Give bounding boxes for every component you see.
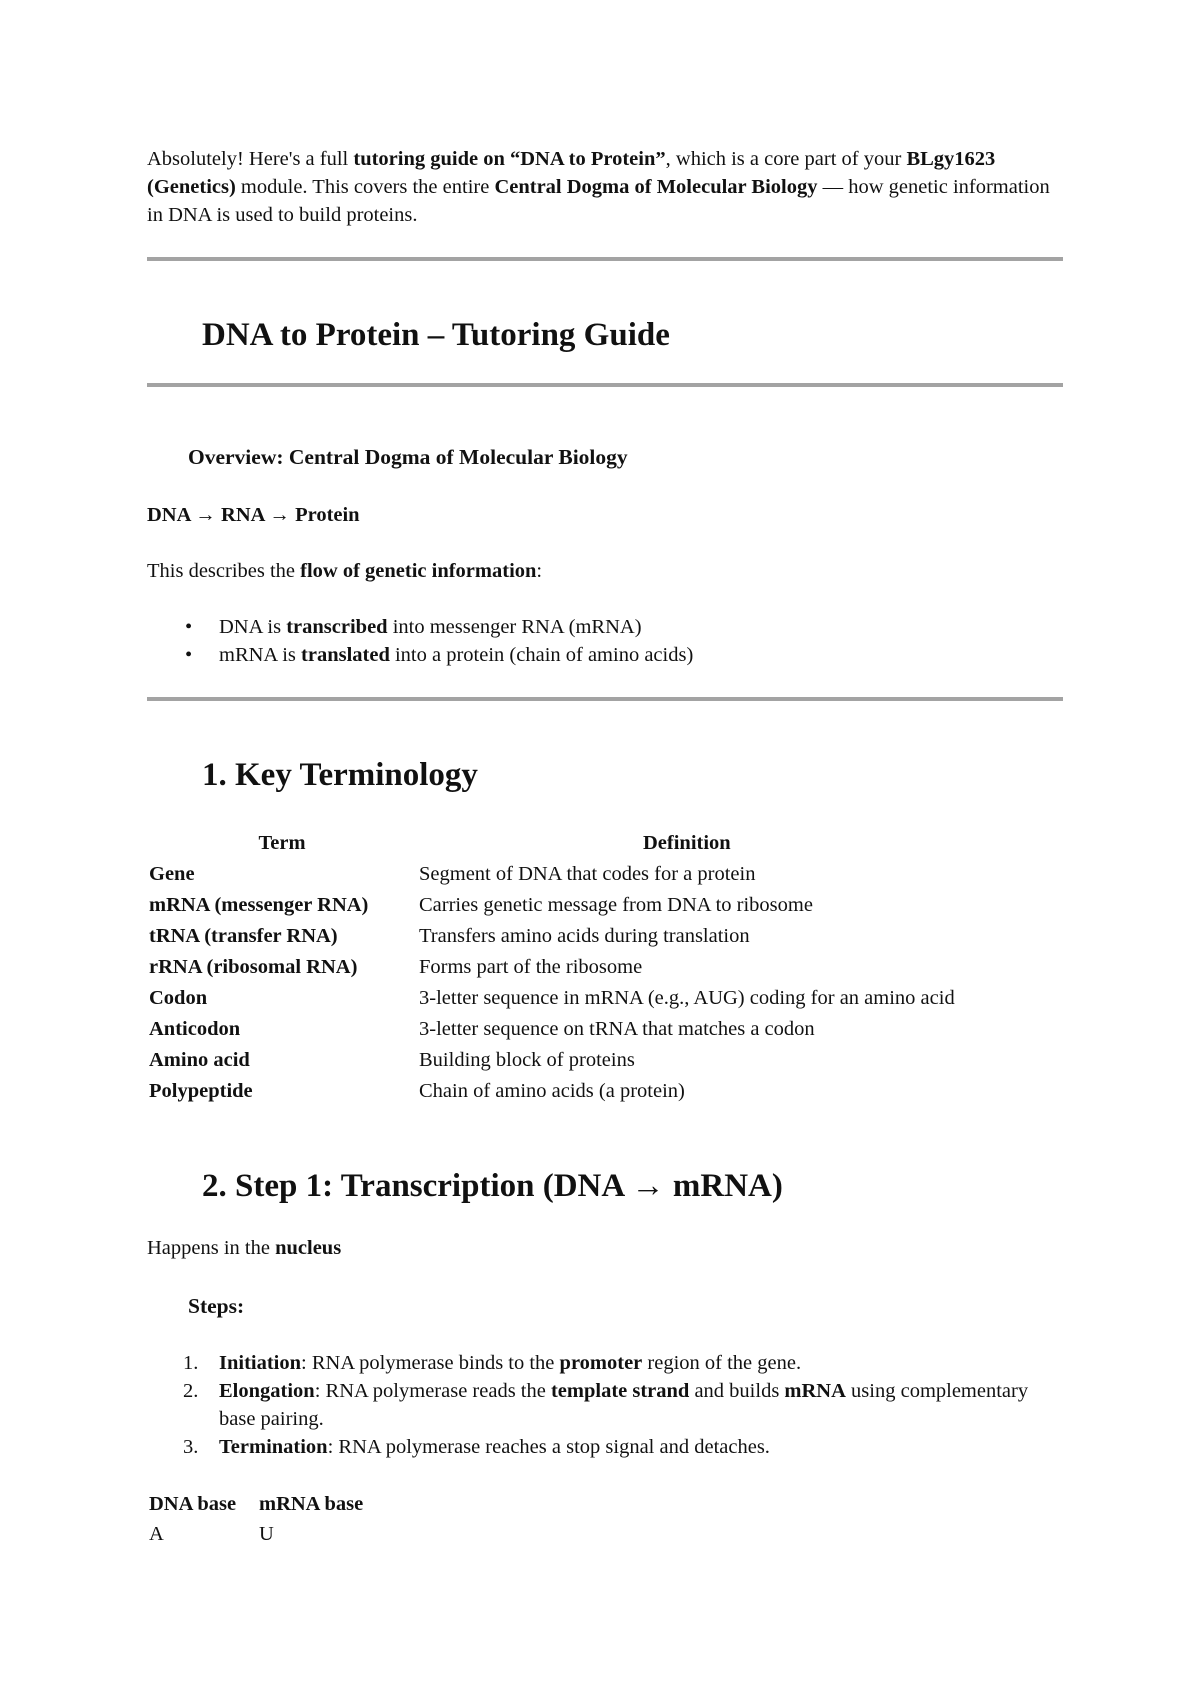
mrna-base-cell: U (259, 1523, 274, 1545)
horizontal-rule (147, 697, 1063, 701)
bullet-text-pre: mRNA is (219, 644, 302, 666)
table-row (147, 1014, 957, 1045)
term-cell: Polypeptide (149, 1080, 253, 1102)
step-text: region of the gene. (642, 1352, 802, 1374)
table-row (147, 983, 957, 1014)
definition-cell: Transfers amino acids during translation (419, 925, 750, 947)
intro-paragraph (147, 145, 1067, 229)
definition-cell: Chain of amino acids (a protein) (419, 1080, 685, 1102)
definition-cell: 3-letter sequence in mRNA (e.g., AUG) coding for an amino acid (419, 987, 955, 1009)
horizontal-rule (147, 257, 1063, 261)
term-cell: Anticodon (149, 1018, 241, 1040)
overview-desc-post: : (536, 560, 543, 582)
overview-desc-bold: flow of genetic information (300, 560, 537, 582)
table-header-row (149, 1489, 369, 1519)
step-bold: template strand (550, 1380, 690, 1402)
term-cell: Amino acid (149, 1049, 250, 1071)
step-number: 3. (183, 1436, 199, 1458)
bullet-icon: • (185, 644, 193, 666)
term-cell: rRNA (ribosomal RNA) (149, 956, 358, 978)
table-row (147, 859, 957, 890)
transcription-location (147, 1234, 341, 1262)
dna-base-cell: A (149, 1523, 164, 1545)
table-row (147, 890, 957, 921)
table-row (149, 1519, 369, 1549)
page-title: DNA to Protein – Tutoring Guide (202, 317, 670, 353)
step-number: 1. (183, 1352, 199, 1374)
intro-bold-2: BLgy1623 (Genetics) (147, 148, 996, 198)
bullet-text-pre: DNA is (219, 616, 287, 638)
transcription-steps-list (147, 1349, 1067, 1461)
step-term: Elongation (219, 1380, 315, 1402)
step-bold: mRNA (784, 1380, 846, 1402)
transcription-heading: 2. Step 1: Transcription (DNA → mRNA) (202, 1168, 783, 1204)
overview-description (147, 557, 542, 585)
terminology-table (147, 828, 957, 1107)
step-number: 2. (183, 1380, 199, 1402)
step-text: and builds (689, 1380, 785, 1402)
overview-desc-pre: This describes the (147, 560, 301, 582)
term-cell: mRNA (messenger RNA) (149, 894, 369, 916)
step-text: : RNA polymerase reads the (314, 1380, 551, 1402)
table-row (147, 952, 957, 983)
table-header-row (147, 828, 957, 859)
intro-bold-3: Central Dogma of Molecular Biology (494, 176, 818, 198)
intro-bold-1: tutoring guide on “DNA to Protein” (353, 148, 666, 170)
list-item (147, 1349, 1067, 1377)
column-header-definition: Definition (643, 832, 731, 854)
term-cell: tRNA (transfer RNA) (149, 925, 338, 947)
bullet-text-post: into messenger RNA (mRNA) (387, 616, 642, 638)
location-text-pre: Happens in the (147, 1237, 276, 1259)
bullet-text-bold: translated (301, 644, 390, 666)
step-text: : RNA polymerase binds to the (301, 1352, 560, 1374)
table-row (147, 1045, 957, 1076)
list-item (147, 613, 693, 641)
definition-cell: Carries genetic message from DNA to ribosome (419, 894, 813, 916)
central-dogma-flow: DNA → RNA → Protein (147, 504, 360, 526)
list-item (147, 1377, 1067, 1433)
terminology-heading: 1. Key Terminology (202, 757, 478, 793)
step-bold: promoter (559, 1352, 643, 1374)
step-text: using complementary base pairing. (219, 1380, 1029, 1430)
definition-cell: Building block of proteins (419, 1049, 635, 1071)
base-pairing-table (149, 1489, 369, 1549)
intro-text-1: Absolutely! Here's a full (147, 148, 354, 170)
definition-cell: Forms part of the ribosome (419, 956, 643, 978)
step-term: Initiation (219, 1352, 302, 1374)
step-term: Termination (219, 1436, 328, 1458)
bullet-text-post: into a protein (chain of amino acids) (389, 644, 694, 666)
column-header-term: Term (258, 832, 306, 854)
intro-text-2: , which is a core part of your (665, 148, 907, 170)
term-cell: Gene (149, 863, 195, 885)
bullet-text-bold: transcribed (286, 616, 388, 638)
bullet-icon: • (185, 616, 193, 638)
definition-cell: Segment of DNA that codes for a protein (419, 863, 756, 885)
intro-text-3: module. This covers the entire (235, 176, 495, 198)
list-item (147, 1433, 1067, 1461)
table-row (147, 921, 957, 952)
overview-bullet-list (147, 613, 693, 669)
steps-heading: Steps: (188, 1294, 245, 1318)
definition-cell: 3-letter sequence on tRNA that matches a codon (419, 1018, 815, 1040)
step-text: : RNA polymerase reaches a stop signal and detaches. (327, 1436, 770, 1458)
table-row (147, 1076, 957, 1107)
horizontal-rule (147, 383, 1063, 387)
location-text-bold: nucleus (275, 1237, 342, 1259)
column-header-dna-base: DNA base (149, 1493, 237, 1515)
intro-text-4: — how genetic information in DNA is used to build proteins. (147, 176, 1050, 226)
list-item (147, 641, 693, 669)
overview-heading: Overview: Central Dogma of Molecular Biology (188, 445, 628, 469)
column-header-mrna-base: mRNA base (259, 1493, 364, 1515)
term-cell: Codon (149, 987, 208, 1009)
